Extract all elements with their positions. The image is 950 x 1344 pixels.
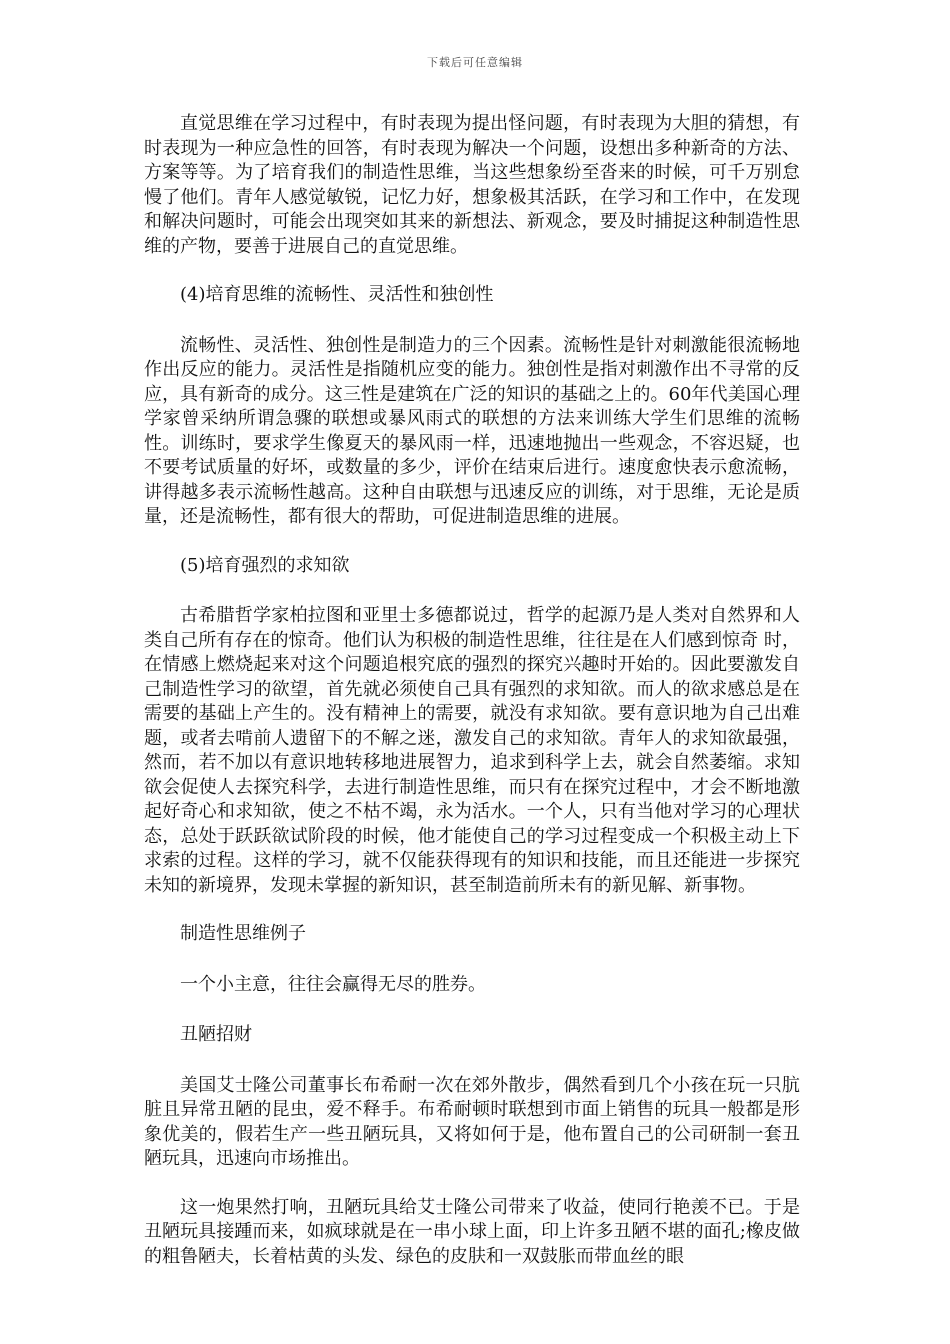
page-header-note: 下载后可任意编辑 (427, 56, 523, 69)
document-body (144, 112, 800, 1269)
paragraph-ugly-toys-origin: 美国艾士隆公司董事长布希耐一次在郊外散步，偶然看到几个小孩在玩一只肮脏且异常丑陋的昆虫，爱不释手。布希耐顿时联想到市面上销售的玩具一般都是形象优美的，假若生产一些丑陋玩具，又将如何于是，他布置自己的公司研制一套丑陋玩具，迅速向市场推出。 (144, 1074, 800, 1169)
paragraph-intuitive-thinking: 直觉思维在学习过程中，有时表现为提出怪问题，有时表现为大胆的猜想，有时表现为一种应急性的回答，有时表现为解决一个问题，设想出多种新奇的方法、方案等等。为了培育我们的制造性思维，当这些想象纷至沓来的时候，可千万别怠慢了他们。青年人感觉敏锐，记忆力好，想象极其活跃，在学习和工作中，在发现和解决问题时，可能会出现突如其来的新想法、新观念，要及时捕捉这种制造性思维的产物，要善于进展自己的直觉思维。 (144, 113, 800, 257)
section-heading-examples: 制造性思维例子 (180, 923, 306, 944)
paragraph-fluency: 流畅性、灵活性、独创性是制造力的三个因素。流畅性是针对刺激能很流畅地作出反应的能力。灵活性是指随机应变的能力。独创性是指对刺激作出不寻常的反应，具有新奇的成分。这三性是建筑在广泛的知识的基础之上的。60年代美国心理学家曾采纳所谓急骤的联想或暴风雨式的联想的方法来训练大学生们思维的流畅性。训练时，要求学生像夏天的暴风雨一样，迅速地抛出一些观念，不容迟疑，也不要考试质量的好坏，或数量的多少，评价在结束后进行。速度愈快表示愈流畅，讲得越多表示流畅性越高。这种自由联想与迅速反应的训练，对于思维，无论是质量，还是流畅性，都有很大的帮助，可促进制造思维的进展。 (144, 334, 800, 527)
section-heading-curiosity: (5)培育强烈的求知欲 (180, 554, 350, 576)
paragraph-small-idea: 一个小主意，往往会赢得无尽的胜券。 (180, 973, 486, 995)
section-heading-fluency: (4)培育思维的流畅性、灵活性和独创性 (180, 284, 494, 305)
paragraph-curiosity: 古希腊哲学家柏拉图和亚里士多德都说过，哲学的起源乃是人类对自然界和人类自己所有存在的惊奇。他们认为积极的制造性思维，往往是在人们感到惊奇 时，在情感上燃烧起来对这个问题追根究底的强烈的探究兴趣时开始的。因此要激发自己制造性学习的欲望，首先就必须使自己具有强烈的求知欲。而人的欲求感总是在需要的基础上产生的。没有精神上的需要，就没有求知欲。要有意识地为自己出难题，或者去啃前人遗留下的不解之迷，激发自己的求知欲。青年人的求知欲最强，然而，若不加以有意识地转移地进展智力，追求到科学上去，就会自然萎缩。求知欲会促使人去探究科学，去进行制造性思维，而只有在探究过程中，才会不断地激起好奇心和求知欲，使之不枯不竭，永为活水。一个人，只有当他对学习的心理状态，总处于跃跃欲试阶段的时候，他才能使自己的学习过程变成一个积极主动上下求索的过程。这样的学习，就不仅能获得现有的知识和技能，而且还能进一步探究未知的新境界，发现未掌握的新知识，甚至制造前所未有的新见解、新事物。 (144, 605, 800, 896)
paragraph-ugly-toys-success: 这一炮果然打响，丑陋玩具给艾士隆公司带来了收益，使同行艳羡不已。于是丑陋玩具接踵而来，如疯球就是在一串小球上面，印上许多丑陋不堪的面孔;橡皮做的粗鲁陋夫，长着枯黄的头发、绿色的皮肤和一双鼓胀而带血丝的眼 (144, 1196, 800, 1267)
section-heading-ugly-toys: 丑陋招财 (180, 1024, 252, 1045)
